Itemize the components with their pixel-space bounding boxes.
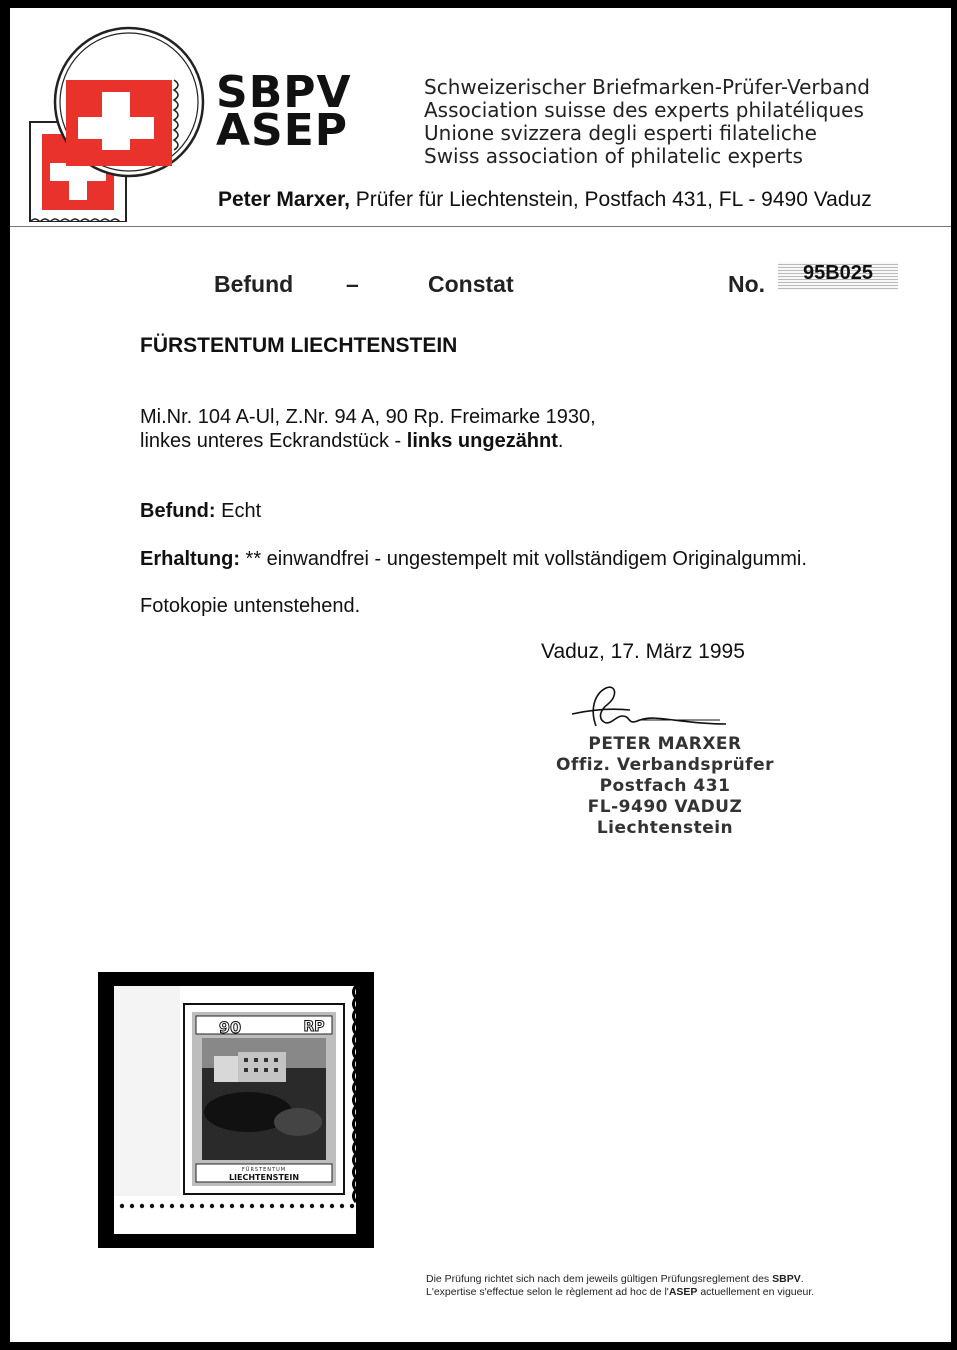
sbpv-asep-logotype: [216, 67, 352, 156]
association-name-it: Unione svizzera degli esperti filateliche: [424, 121, 817, 145]
logo-line-sbpv: SBPV: [216, 67, 352, 118]
signature-icon: [560, 680, 730, 736]
description-bold: links ungezähnt: [406, 430, 558, 452]
befund-value: Echt: [215, 500, 262, 522]
stamp-line-name: PETER MARXER: [588, 734, 742, 754]
stamp-country: LIECHTENSTEIN: [228, 1173, 300, 1182]
association-name-de: Schweizerischer Briefmarken-Prüfer-Verband: [424, 75, 870, 99]
description-end: .: [557, 430, 564, 452]
description-line-1: Mi.Nr. 104 A-Ul, Z.Nr. 94 A, 90 Rp. Freimarke 1930,: [140, 406, 596, 428]
stamp-line-city: FL-9490 VADUZ: [587, 797, 743, 817]
logo-line-asep: ASEP: [216, 105, 349, 156]
association-names: [424, 76, 870, 168]
footer-de-end: .: [800, 1273, 804, 1285]
footer-fr-end: actuellement en vigueur.: [697, 1286, 815, 1298]
footer-disclaimer: [426, 1273, 814, 1299]
photocopy-note: Fotokopie untenstehend.: [140, 595, 361, 617]
examiner-name: Peter Marxer,: [218, 188, 350, 211]
association-name-fr: Association suisse des experts philatéliques: [424, 98, 864, 122]
stamp-value-right: RP: [303, 1019, 325, 1035]
footer-line-fr: [426, 1286, 814, 1299]
stamp-value-left: 90: [218, 1018, 242, 1037]
erhaltung-result: [140, 548, 807, 571]
footer-de-bold: SBPV: [772, 1273, 801, 1285]
stamp-country-small: FÜRSTENTUM: [241, 1167, 287, 1173]
stamp-line-postbox: Postfach 431: [599, 776, 731, 796]
description-text: linkes unteres Eckrandstück -: [140, 430, 407, 452]
stamp-description: [140, 405, 596, 453]
examiner-details: Prüfer für Liechtenstein, Postfach 431, FL - 9490 Vaduz: [349, 188, 872, 211]
examiner-stamp: [530, 734, 800, 839]
stamp-line-country: Liechtenstein: [596, 818, 734, 838]
certificate-number: 95B025: [778, 262, 898, 290]
sbpv-logo-icon: [24, 22, 214, 222]
footer-fr-bold: ASEP: [668, 1286, 698, 1298]
description-line-2: [140, 429, 596, 453]
place-date: Vaduz, 17. März 1995: [541, 640, 745, 663]
number-label: No.: [728, 271, 766, 297]
stamp-photocopy: [98, 972, 374, 1248]
association-name-en: Swiss association of philatelic experts: [424, 144, 803, 168]
country-title: FÜRSTENTUM LIECHTENSTEIN: [140, 334, 458, 357]
footer-fr-text: L'expertise s'effectue selon le règlement ad hoc de l': [426, 1286, 669, 1298]
erhaltung-value: ** einwandfrei - ungestempelt mit vollständigem Originalgummi.: [240, 548, 807, 570]
befund-heading: Befund: [214, 271, 294, 297]
erhaltung-key: Erhaltung:: [140, 548, 240, 570]
certificate-sheet: [10, 8, 951, 1342]
stamp-line-title: Offiz. Verbandsprüfer: [556, 755, 774, 775]
footer-de-text: Die Prüfung richtet sich nach dem jeweils gültigen Prüfungsreglement des: [426, 1273, 773, 1285]
header-divider: [10, 226, 951, 227]
befund-key: Befund:: [140, 500, 216, 522]
befund-result: [140, 500, 261, 523]
constat-heading: Constat: [428, 271, 514, 297]
footer-line-de: [426, 1273, 814, 1286]
examiner-address: [218, 188, 872, 212]
heading-dash: –: [346, 271, 359, 297]
